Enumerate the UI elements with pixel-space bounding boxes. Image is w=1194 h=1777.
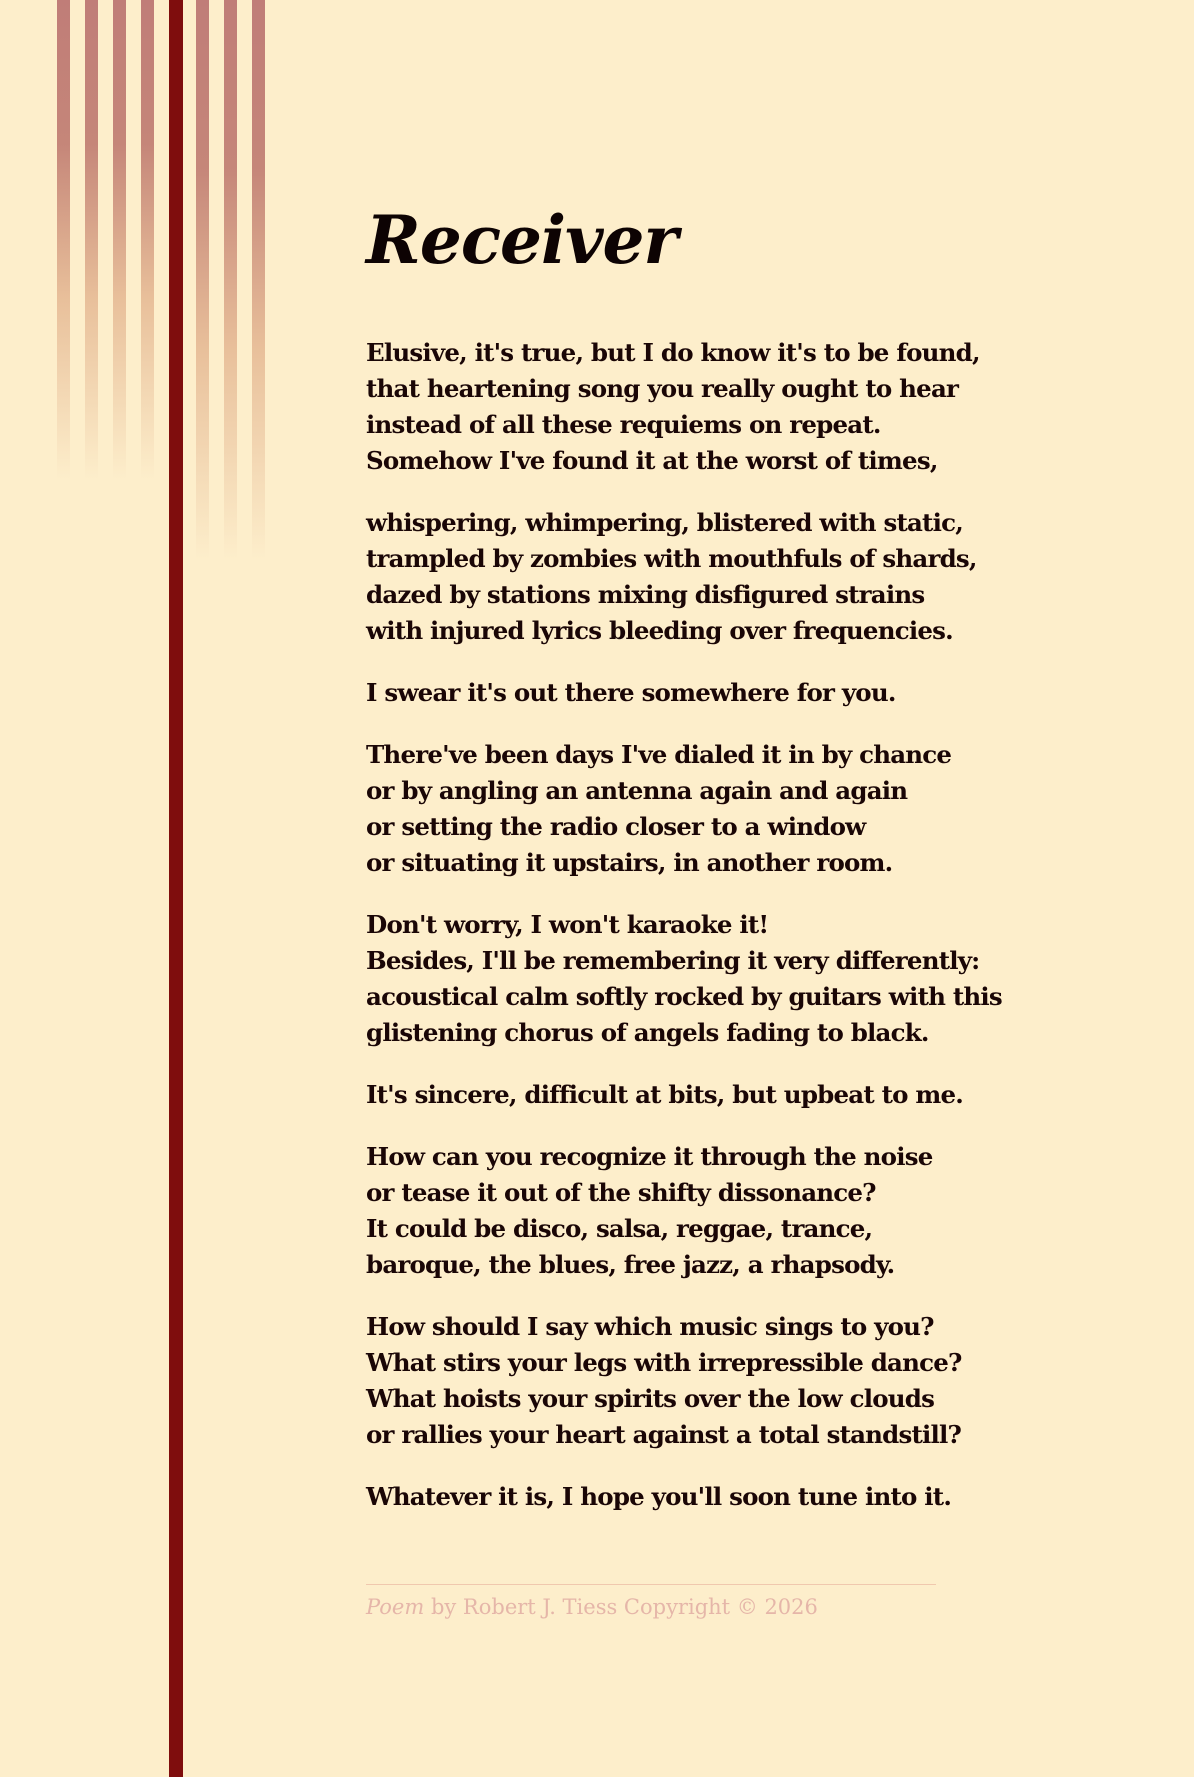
poem-line: or setting the radio closer to a window: [366, 812, 866, 841]
stanza: [366, 675, 1006, 711]
poem-line: How can you recognize it through the noise: [366, 1142, 933, 1171]
poem-line: Somehow I've found it at the worst of times,: [366, 446, 938, 475]
vertical-accent-bar: [169, 0, 183, 1777]
stanza: [366, 505, 1006, 649]
poem-line: glistening chorus of angels fading to black.: [366, 1018, 929, 1047]
poem-title: Receiver: [366, 201, 678, 279]
footer-label: Poem: [366, 1595, 425, 1619]
stanza: [366, 737, 1006, 881]
poem-line: or situating it upstairs, in another room.: [366, 848, 893, 877]
poem-line: Elusive, it's true, but I do know it's to be found,: [366, 338, 980, 367]
poem-line: or rallies your heart against a total standstill?: [366, 1420, 962, 1449]
decorative-stripe: [141, 0, 154, 480]
poem-line: trampled by zombies with mouthfuls of shards,: [366, 544, 977, 573]
poem-line: dazed by stations mixing disfigured strains: [366, 580, 925, 609]
poem-line: How should I say which music sings to you?: [366, 1312, 934, 1341]
poem-line: What hoists your spirits over the low clouds: [366, 1384, 935, 1413]
poem-line: Don't worry, I won't karaoke it!: [366, 910, 769, 939]
poem-line: It's sincere, difficult at bits, but upbeat to me.: [366, 1080, 964, 1109]
footer-credit: [366, 1592, 818, 1622]
poem-line: What stirs your legs with irrepressible dance?: [366, 1348, 962, 1377]
stanza: [366, 907, 1006, 1051]
poem-line: with injured lyrics bleeding over frequencies.: [366, 616, 953, 645]
stanza: [366, 1309, 1006, 1453]
footer-text: by Robert J. Tiess Copyright © 2026: [424, 1595, 818, 1619]
poem-line: There've been days I've dialed it in by chance: [366, 740, 952, 769]
poem-line: Whatever it is, I hope you'll soon tune into it.: [366, 1482, 952, 1511]
stanza: [366, 1479, 1006, 1515]
decorative-stripe: [85, 0, 98, 480]
poem: [366, 200, 1006, 1541]
footer-divider: [366, 1584, 936, 1585]
poem-line: I swear it's out there somewhere for you.: [366, 678, 896, 707]
stanza: [366, 335, 1006, 479]
poem-line: It could be disco, salsa, reggae, trance,: [366, 1214, 873, 1243]
decorative-stripe: [196, 0, 209, 560]
stanza: [366, 1077, 1006, 1113]
poem-line: or by angling an antenna again and again: [366, 776, 908, 805]
poem-line: Besides, I'll be remembering it very differently:: [366, 946, 980, 975]
decorative-stripe: [113, 0, 126, 480]
decorative-stripe: [224, 0, 237, 560]
decorative-stripe: [252, 0, 265, 560]
poem-line: acoustical calm softly rocked by guitars with this: [366, 982, 1002, 1011]
decorative-stripe: [57, 0, 70, 480]
poem-line: whispering, whimpering, blistered with static,: [366, 508, 963, 537]
poem-line: or tease it out of the shifty dissonance?: [366, 1178, 876, 1207]
poem-line: instead of all these requiems on repeat.: [366, 410, 881, 439]
stanza: [366, 1139, 1006, 1283]
poem-line: that heartening song you really ought to hear: [366, 374, 959, 403]
poem-line: baroque, the blues, free jazz, a rhapsody.: [366, 1250, 895, 1279]
